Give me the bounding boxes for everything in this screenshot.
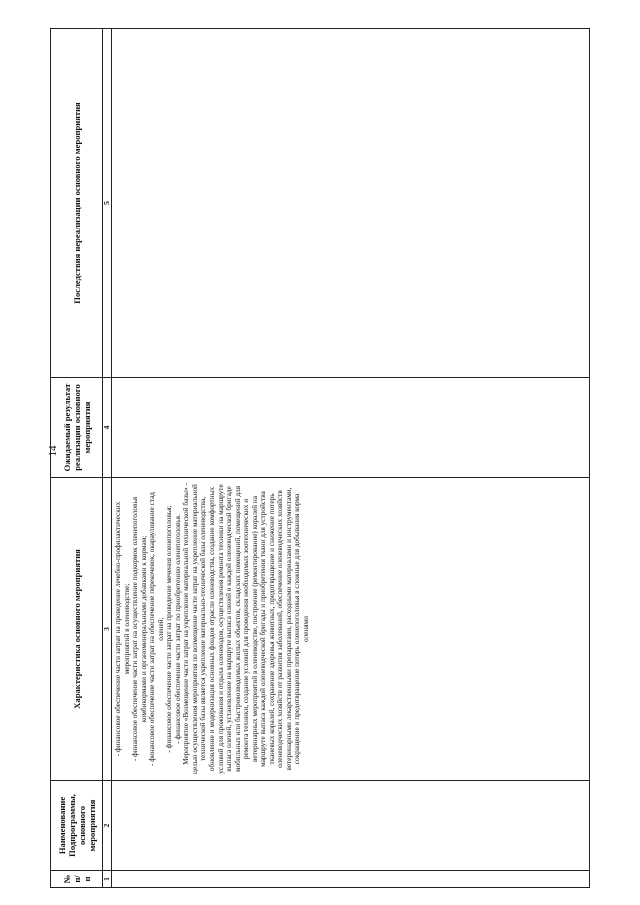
header-consequences: Последствия нереализации основного мероприятия xyxy=(51,29,103,378)
description-paragraph: Мероприятие «Возмещение части затрат на укрепление материальной технической базы» - целью осуществления мероприятия по возмещение части затрат на укрепление материальной технической базы является укрепление материально-технической базы оленеводства, обновление и модернизация основных фондов отрасли оленеводства, создание комфортных условий для проживания и отдыха оленеводов, осуществления ремонта техники на маршруте выпаса оленей, установление на маршруте выпаса оленей в каждой оленеводческой бригаде мобильных или быстровозводимых жилых объектов, складских помещений, помещений для ремонта техники, создание условий для проведения необходимых зоотехнических и ветеринарных мероприятий в оленеводстве, построение (ремонтирование) коралей на маршруте выпаса каждой оленеводческой бригады и приобретения ткани для устройства тканевых коралей, сохранение здоровья животных, предотвращение и снижение потерь оленеводческих хозяйств от развития заболеваний, обеспечение оленеводческих хозяйств ветеринарными лекарственными препаратами, расходными материалами и инструментами, сокращение и предотвращение потерь оленепоголовья в сложные для добывания корма оленями xyxy=(182,483,311,774)
column-number: 4 xyxy=(103,378,112,478)
measures-table xyxy=(50,28,590,888)
description-paragraph: - финансовое обеспечение части затрат по приобретению оленепоголовья. xyxy=(173,514,182,744)
column-number: 3 xyxy=(103,478,112,781)
table-row xyxy=(112,29,590,888)
column-number: 2 xyxy=(103,781,112,871)
row-result-cell xyxy=(112,378,590,478)
header-expected-result: Ожидаемый результат реализации основного мероприятия xyxy=(51,378,103,478)
header-number: № п/п xyxy=(51,871,103,888)
row-consequence-cell xyxy=(112,29,590,378)
row-name-cell xyxy=(112,781,590,871)
description-paragraph: - финансовое обеспечение части затрат на осуществление подкормок оленепоголовья комбикормами и органоминеральными добавками к кормам; xyxy=(131,496,148,762)
description-paragraph: - финансовое обеспечение части затрат на проведение лечебно-профилактических мероприятий в оленеводстве; xyxy=(114,501,131,757)
description-paragraph: - финансовое обеспечение части затрат на обеспечение перекочевок, окарауливание стад оленей; xyxy=(148,492,165,766)
table-header-row xyxy=(51,29,103,888)
row-number-cell xyxy=(112,871,590,888)
header-name: Наименование Подпрограммы, основного мероприятия xyxy=(51,781,103,871)
header-description: Характеристика основного мероприятия xyxy=(51,478,103,781)
column-number-row xyxy=(103,29,112,888)
rotated-table-wrapper xyxy=(50,28,590,888)
description-paragraph: - финансовое обеспечение части затрат на проведение мечения оленепоголовья; xyxy=(165,505,174,753)
page-number: 14 xyxy=(47,445,59,457)
column-number: 1 xyxy=(103,871,112,888)
row-description-cell xyxy=(112,478,590,781)
column-number: 5 xyxy=(103,29,112,378)
